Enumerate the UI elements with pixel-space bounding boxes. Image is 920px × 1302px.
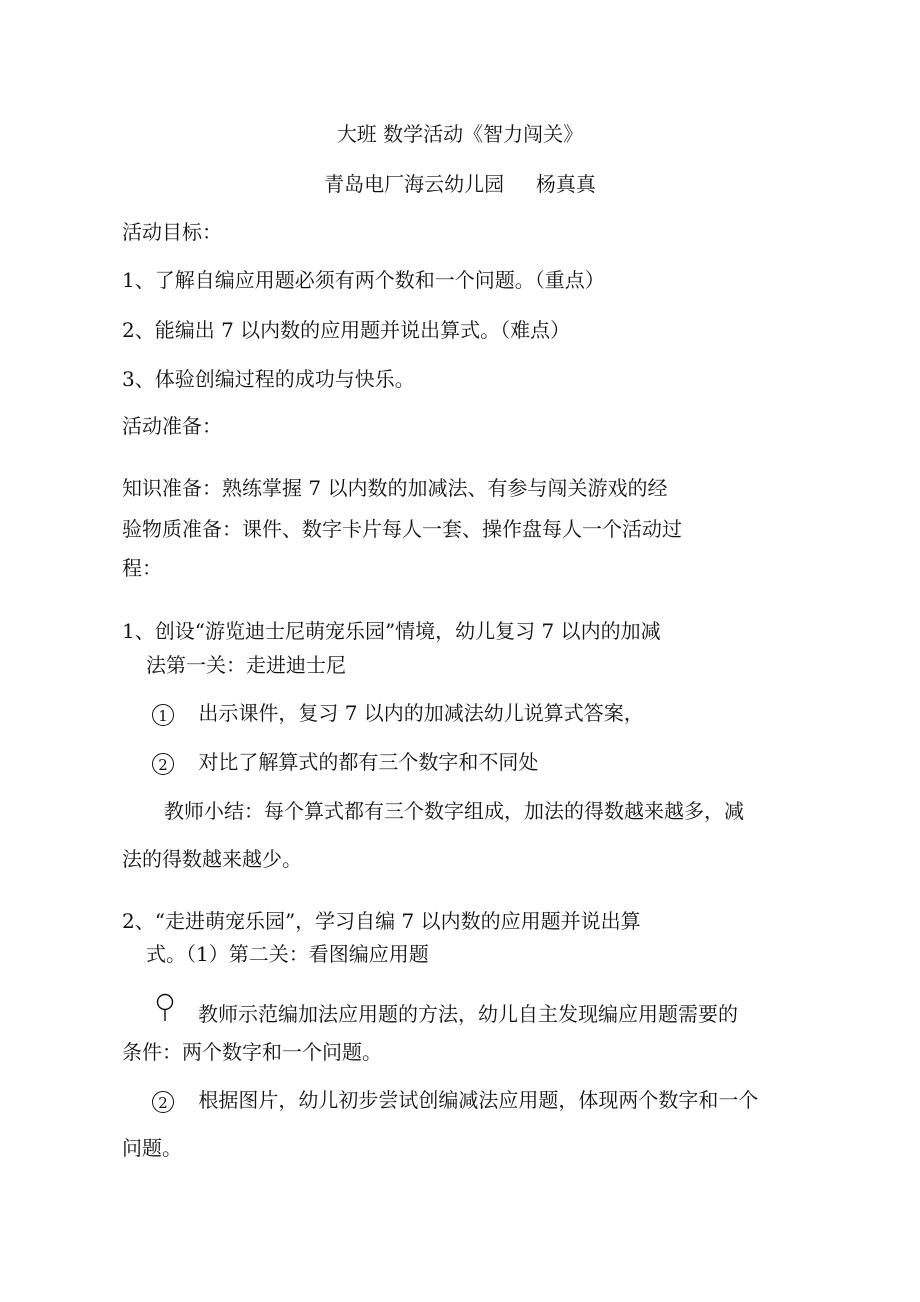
step2-item-text: 条件：两个数字和一个问题。 <box>122 1040 382 1064</box>
prep-line: 程： <box>122 556 162 580</box>
goals-heading: 活动目标： <box>122 220 222 244</box>
step1-line: 1、创设“游览迪士尼萌宠乐园”情境，幼儿复习 7 以内的加减 <box>122 619 661 643</box>
goal-item: 1、了解自编应用题必须有两个数和一个问题。（重点） <box>122 268 605 292</box>
step1-line: 法第一关：走进迪士尼 <box>146 653 346 677</box>
prep-line: 验物质准备：课件、数字卡片每人一套、操作盘每人一个活动过 <box>122 517 682 541</box>
step2-item-text: 教师示范编加法应用题的方法，幼儿自主发现编应用题需要的 <box>198 1002 738 1026</box>
prep-line: 知识准备：熟练掌握 7 以内数的加减法、有参与闯关游戏的经 <box>122 476 668 500</box>
step1-item <box>152 703 644 726</box>
circled-number: 2 <box>152 1091 174 1113</box>
circled-number: 1 <box>152 704 174 726</box>
summary-line: 法的得数越来越少。 <box>122 847 302 871</box>
goal-item: 3、体验创编过程的成功与快乐。 <box>122 367 415 391</box>
step2-item <box>152 1090 758 1113</box>
step2-line: 式。（1）第二关：看图编应用题 <box>146 942 429 966</box>
summary-line: 教师小结：每个算式都有三个数字组成，加法的得数越来越多，减 <box>164 799 744 823</box>
goal-item: 2、能编出 7 以内数的应用题并说出算式。（难点） <box>122 318 571 342</box>
circled-number: 2 <box>152 753 174 775</box>
step2-line: 2、“走进萌宠乐园”，学习自编 7 以内数的应用题并说出算 <box>122 909 641 933</box>
step1-item-text: 对比了解算式的都有三个数字和不同处 <box>198 750 539 774</box>
step2-item-text: 根据图片，幼儿初步尝试创编减法应用题，体现两个数字和一个 <box>198 1088 759 1112</box>
document-title: 大班 数学活动《智力闯关》 <box>336 122 584 146</box>
step2-item-text: 问题。 <box>122 1136 182 1160</box>
prep-heading: 活动准备： <box>122 414 222 438</box>
document-subtitle: 青岛电厂海云幼儿园 杨真真 <box>324 172 596 196</box>
step1-item-text: 出示课件，复习 7 以内的加减法幼儿说算式答案， <box>198 701 644 725</box>
step1-item <box>152 752 538 775</box>
